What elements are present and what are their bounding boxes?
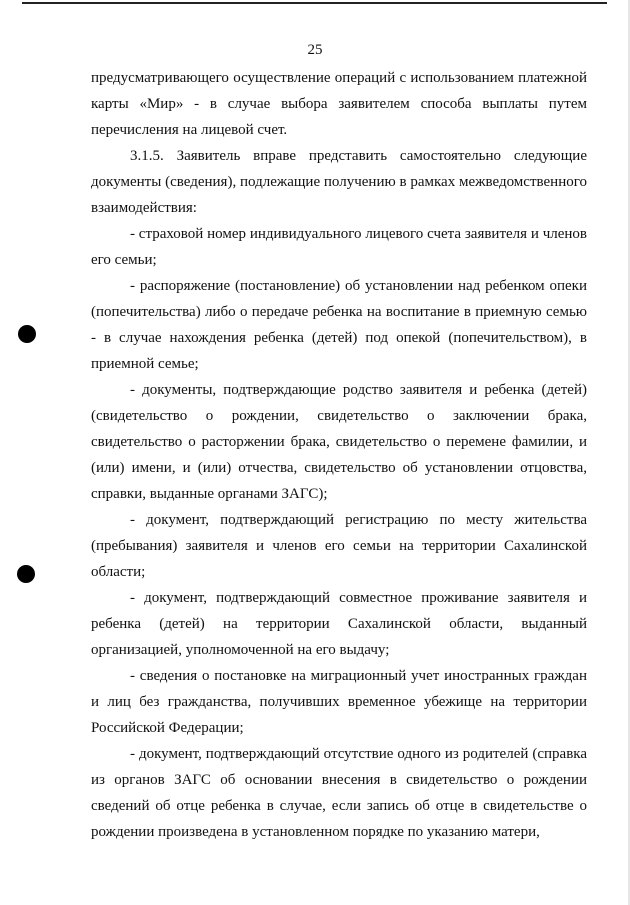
list-item-cohabitation-document: - документ, подтверждающий совместное проживание заявителя и ребенка (детей) на территории Сахалинской области, выданный организацией, уполномоченной на его выдачу; <box>91 590 587 658</box>
list-item-snils: - страховой номер индивидуального лицевого счета заявителя и членов его семьи; <box>91 226 587 268</box>
list-item-kinship-documents: - документы, подтверждающие родство заявителя и ребенка (детей) (свидетельство о рождении, свидетельство о заключении брака, свидетельство о расторжении брака, свидетельство о перемене фамилии, и (или) имени, и (или) отчества, свидетельство об установлении отцовства, справки, выданные органами ЗАГС); <box>91 382 587 502</box>
paragraph-continuation: предусматривающего осуществление операций с использованием платежной карты «Мир» - в случае выбора заявителем способа выплаты путем перечисления на лицевой счет. <box>91 70 587 138</box>
list-item-migration-registration: - сведения о постановке на миграционный учет иностранных граждан и лиц без гражданства, получивших временное убежище на территории Российской Федерации; <box>91 668 587 736</box>
paragraph-clause-3-1-5: 3.1.5. Заявитель вправе представить самостоятельно следующие документы (сведения), подлежащие получению в рамках межведомственного взаимодействия: <box>91 148 587 216</box>
punch-hole-mark <box>17 565 35 583</box>
list-item-registration-document: - документ, подтверждающий регистрацию по месту жительства (пребывания) заявителя и членов его семьи на территории Сахалинской области; <box>91 512 587 580</box>
list-item-guardianship-order: - распоряжение (постановление) об установлении над ребенком опеки (попечительства) либо о передаче ребенка на воспитание в приемную семью - в случае нахождения ребенка (детей) под опекой (попечительством), в приемной семье; <box>91 278 587 372</box>
punch-hole-mark <box>18 325 36 343</box>
top-border-line <box>22 2 607 4</box>
page-number: 25 <box>307 42 323 58</box>
document-body <box>91 65 587 845</box>
list-item-parent-absence-document: - документ, подтверждающий отсутствие одного из родителей (справка из органов ЗАГС об основании внесения в свидетельство о рождении сведений об отце ребенка в случае, если запись об отце в свидетельстве о рождении произведена в установленном порядке по указанию матери, <box>91 746 587 840</box>
